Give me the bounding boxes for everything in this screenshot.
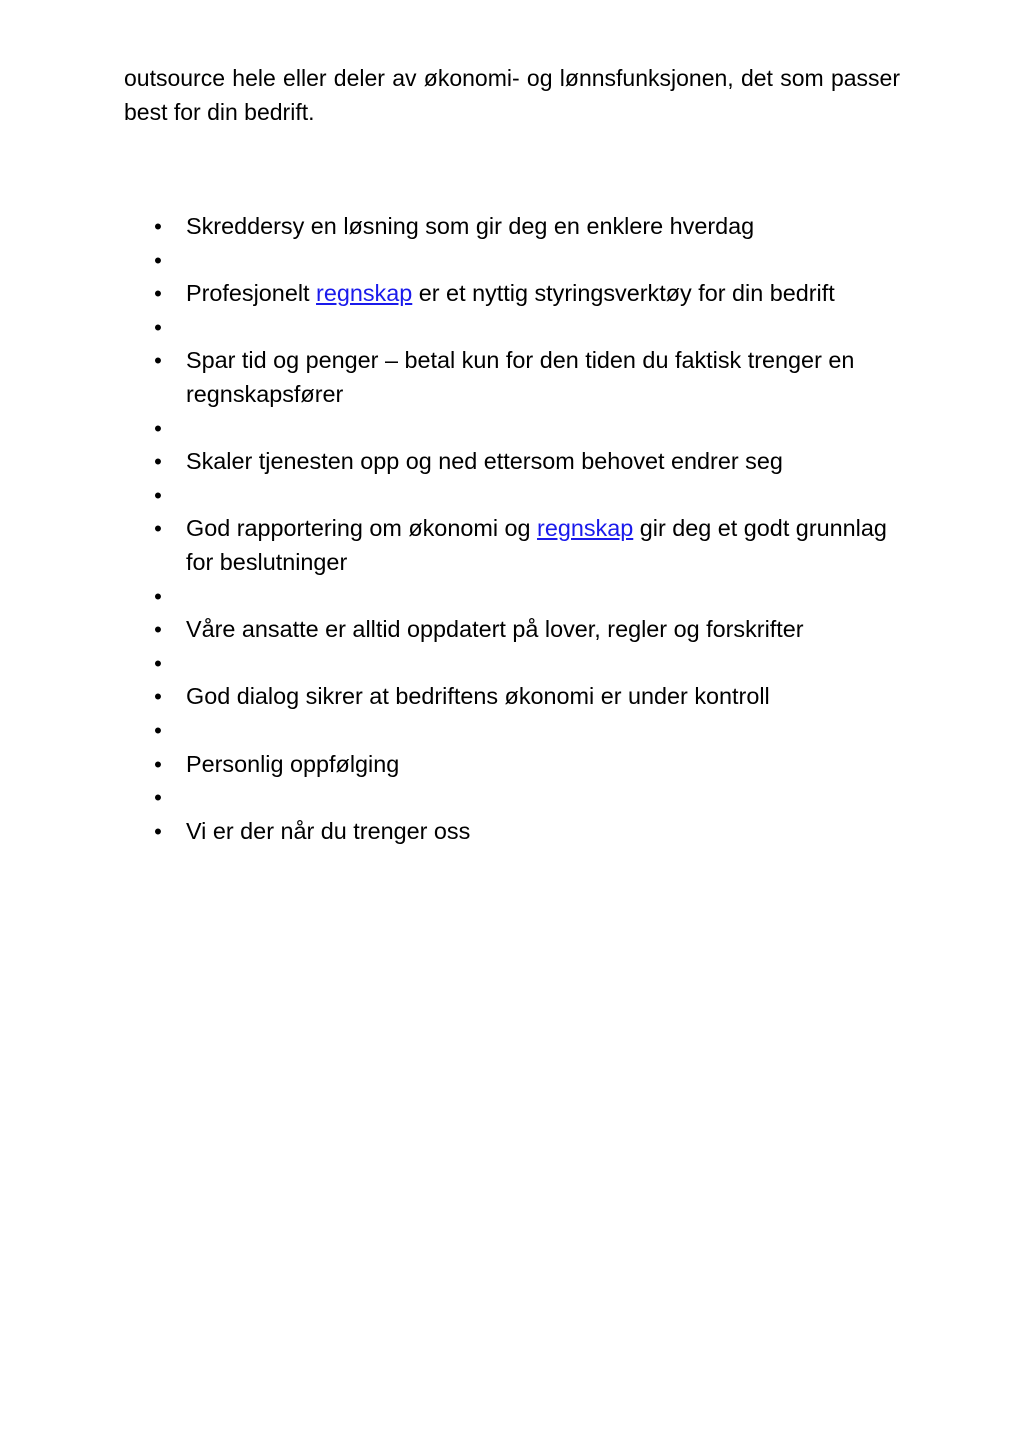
- benefits-list: [151, 210, 903, 848]
- bullet-icon: •: [154, 247, 162, 273]
- list-item: [151, 815, 903, 849]
- list-item: [151, 613, 903, 647]
- list-item-text: Våre ansatte er alltid oppdatert på lover, regler og forskrifter: [186, 616, 804, 643]
- list-item-text: Vi er der når du trenger oss: [186, 817, 471, 844]
- list-item: [151, 445, 903, 479]
- list-item-text: God rapportering om økonomi og regnskap gir deg et godt grunnlag for beslutninger: [186, 515, 887, 575]
- list-item: [151, 210, 903, 244]
- list-item: [151, 244, 903, 278]
- bullet-icon: •: [154, 751, 162, 777]
- list-item: [151, 781, 903, 815]
- list-item-text: God dialog sikrer at bedriftens økonomi er under kontroll: [186, 683, 770, 710]
- bullet-icon: •: [154, 785, 162, 811]
- bullet-icon: •: [154, 449, 162, 475]
- bullet-icon: •: [154, 314, 162, 340]
- bullet-icon: •: [154, 281, 162, 307]
- list-item-text: Personlig oppfølging: [186, 750, 400, 777]
- list-item: [151, 714, 903, 748]
- list-item: [151, 277, 903, 311]
- bullet-icon: •: [154, 717, 162, 743]
- list-item: [151, 479, 903, 513]
- list-item-text: Skreddersy en løsning som gir deg en enklere hverdag: [186, 213, 755, 239]
- list-item: [151, 344, 903, 411]
- list-item-text: Skaler tjenesten opp og ned ettersom behovet endrer seg: [186, 448, 783, 475]
- intro-paragraph: outsource hele eller deler av økonomi- og lønnsfunksjonen, det som passer best for din bedrift.: [124, 65, 900, 125]
- bullet-icon: •: [154, 617, 162, 643]
- list-item: [151, 647, 903, 681]
- list-item: [151, 311, 903, 345]
- list-item-text: Profesjonelt regnskap er et nyttig styringsverktøy for din bedrift: [186, 280, 835, 307]
- list-item: [151, 580, 903, 614]
- bullet-icon: •: [154, 583, 162, 609]
- bullet-icon: •: [154, 650, 162, 676]
- bullet-icon: •: [154, 684, 162, 710]
- list-item: [151, 512, 903, 579]
- list-item: [151, 680, 903, 714]
- bullet-icon: •: [154, 415, 162, 441]
- regnskap-link[interactable]: regnskap: [537, 515, 634, 542]
- list-item: [151, 412, 903, 446]
- bullet-icon: •: [154, 348, 162, 374]
- list-item-text: Spar tid og penger – betal kun for den tiden du faktisk trenger en regnskapsfører: [186, 347, 855, 407]
- regnskap-link[interactable]: regnskap: [316, 280, 413, 307]
- bullet-icon: •: [154, 516, 162, 542]
- bullet-icon: •: [154, 214, 162, 239]
- bullet-icon: •: [154, 818, 162, 844]
- list-item: [151, 748, 903, 782]
- bullet-icon: •: [154, 482, 162, 508]
